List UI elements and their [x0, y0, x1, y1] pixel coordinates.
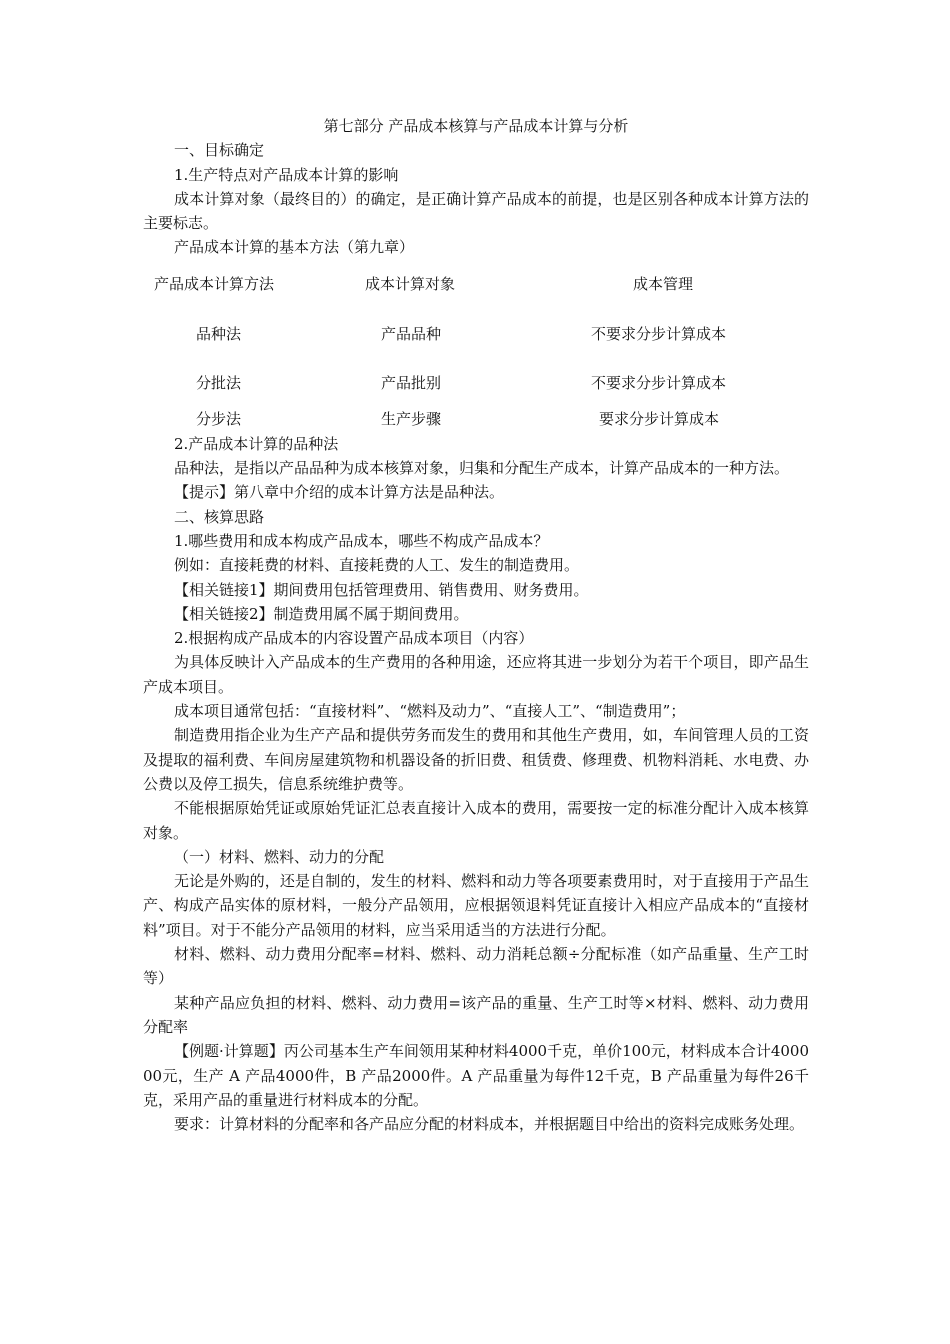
table-cell: 不要求分步计算成本: [591, 324, 727, 343]
paragraph: 无论是外购的，还是自制的，发生的材料、燃料和动力等各项要素费用时，对于直接用于产品生产、构成产品实体的原材料，一般分产品领用，应根据领退料凭证直接计入相应产品成本的“直接材料”项目。对于不能分产品领用的材料，应当采用适当的方法进行分配。: [143, 872, 809, 939]
table-cell: 品种法: [196, 324, 242, 343]
paragraph-formula: 某种产品应负担的材料、燃料、动力费用=该产品的重量、生产工时等×材料、燃料、动力费用分配率: [143, 993, 809, 1036]
paragraph: 品种法，是指以产品品种为成本核算对象，归集和分配生产成本，计算产品成本的一种方法。: [174, 459, 790, 478]
paragraph-requirement: 要求：计算材料的分配率和各产品应分配的材料成本，并根据题目中给出的资料完成账务处理。: [174, 1115, 805, 1134]
table-cell: 要求分步计算成本: [599, 409, 720, 428]
paragraph: 2.根据构成产品成本的内容设置产品成本项目（内容）: [174, 629, 534, 648]
paragraph-link: 【相关链接1】期间费用包括管理费用、销售费用、财务费用。: [174, 580, 589, 599]
table-cell: 分步法: [196, 409, 242, 428]
heading-goal: 一、目标确定: [174, 141, 265, 160]
paragraph-tip: 【提示】第八章中介绍的成本计算方法是品种法。: [174, 483, 505, 502]
table-header-management: 成本管理: [633, 274, 694, 293]
paragraph-cost-object: 成本计算对象（最终目的）的确定，是正确计算产品成本的前提，也是区别各种成本计算方法的主要标志。: [143, 189, 809, 233]
table-cell: 不要求分步计算成本: [591, 373, 727, 392]
paragraph: 1.哪些费用和成本构成产品成本，哪些不构成产品成本？: [174, 531, 549, 550]
paragraph: 不能根据原始凭证或原始凭证汇总表直接计入成本的费用，需要按一定的标准分配计入成本核算对象。: [143, 799, 809, 842]
paragraph-example: 【例题·计算题】丙公司基本生产车间领用某种材料4000千克，单价100元，材料成本合计400000元，生产 A 产品4000件，B 产品2000件。A 产品重量为每件12千克，B 产品重量为每件26千克，采用产品的重量进行材料成本的分配。: [143, 1042, 809, 1109]
paragraph: 制造费用指企业为生产产品和提供劳务而发生的费用和其他生产费用，如，车间管理人员的工资及提取的福利费、车间房屋建筑物和机器设备的折旧费、租赁费、修理费、机物料消耗、水电费、办公费以及停工损失，信息系统维护费等。: [143, 726, 809, 793]
document-page: [143, 114, 809, 1136]
table-header-object: 成本计算对象: [365, 274, 456, 293]
subheading-basic-methods: 产品成本计算的基本方法（第九章）: [174, 238, 415, 257]
table-cell: 产品批别: [381, 373, 442, 392]
page-title: 第七部分 产品成本核算与产品成本计算与分析: [323, 117, 629, 135]
table-cell: 分批法: [196, 373, 242, 392]
paragraph: 例如：直接耗费的材料、直接耗费的人工、发生的制造费用。: [174, 556, 580, 575]
heading-approach: 二、核算思路: [174, 507, 265, 526]
subheading-materials: （一）材料、燃料、动力的分配: [174, 847, 385, 866]
paragraph: 成本项目通常包括：“直接材料”、“燃料及动力”、“直接人工”、“制造费用”；: [174, 702, 686, 721]
methods-table: [143, 262, 809, 432]
paragraph-link: 【相关链接2】制造费用属不属于期间费用。: [174, 604, 469, 623]
table-header-method: 产品成本计算方法: [154, 274, 275, 293]
paragraph-formula: 材料、燃料、动力费用分配率=材料、燃料、动力消耗总额÷分配标准（如产品重量、生产工时等）: [143, 945, 809, 988]
paragraph: 为具体反映计入产品成本的生产费用的各种用途，还应将其进一步划分为若干个项目，即产品生产成本项目。: [143, 653, 809, 696]
table-cell: 生产步骤: [381, 409, 442, 428]
table-cell: 产品品种: [381, 324, 442, 343]
subheading-variety-method: 2.产品成本计算的品种法: [174, 434, 339, 453]
subheading-production-features: 1.生产特点对产品成本计算的影响: [174, 165, 399, 184]
